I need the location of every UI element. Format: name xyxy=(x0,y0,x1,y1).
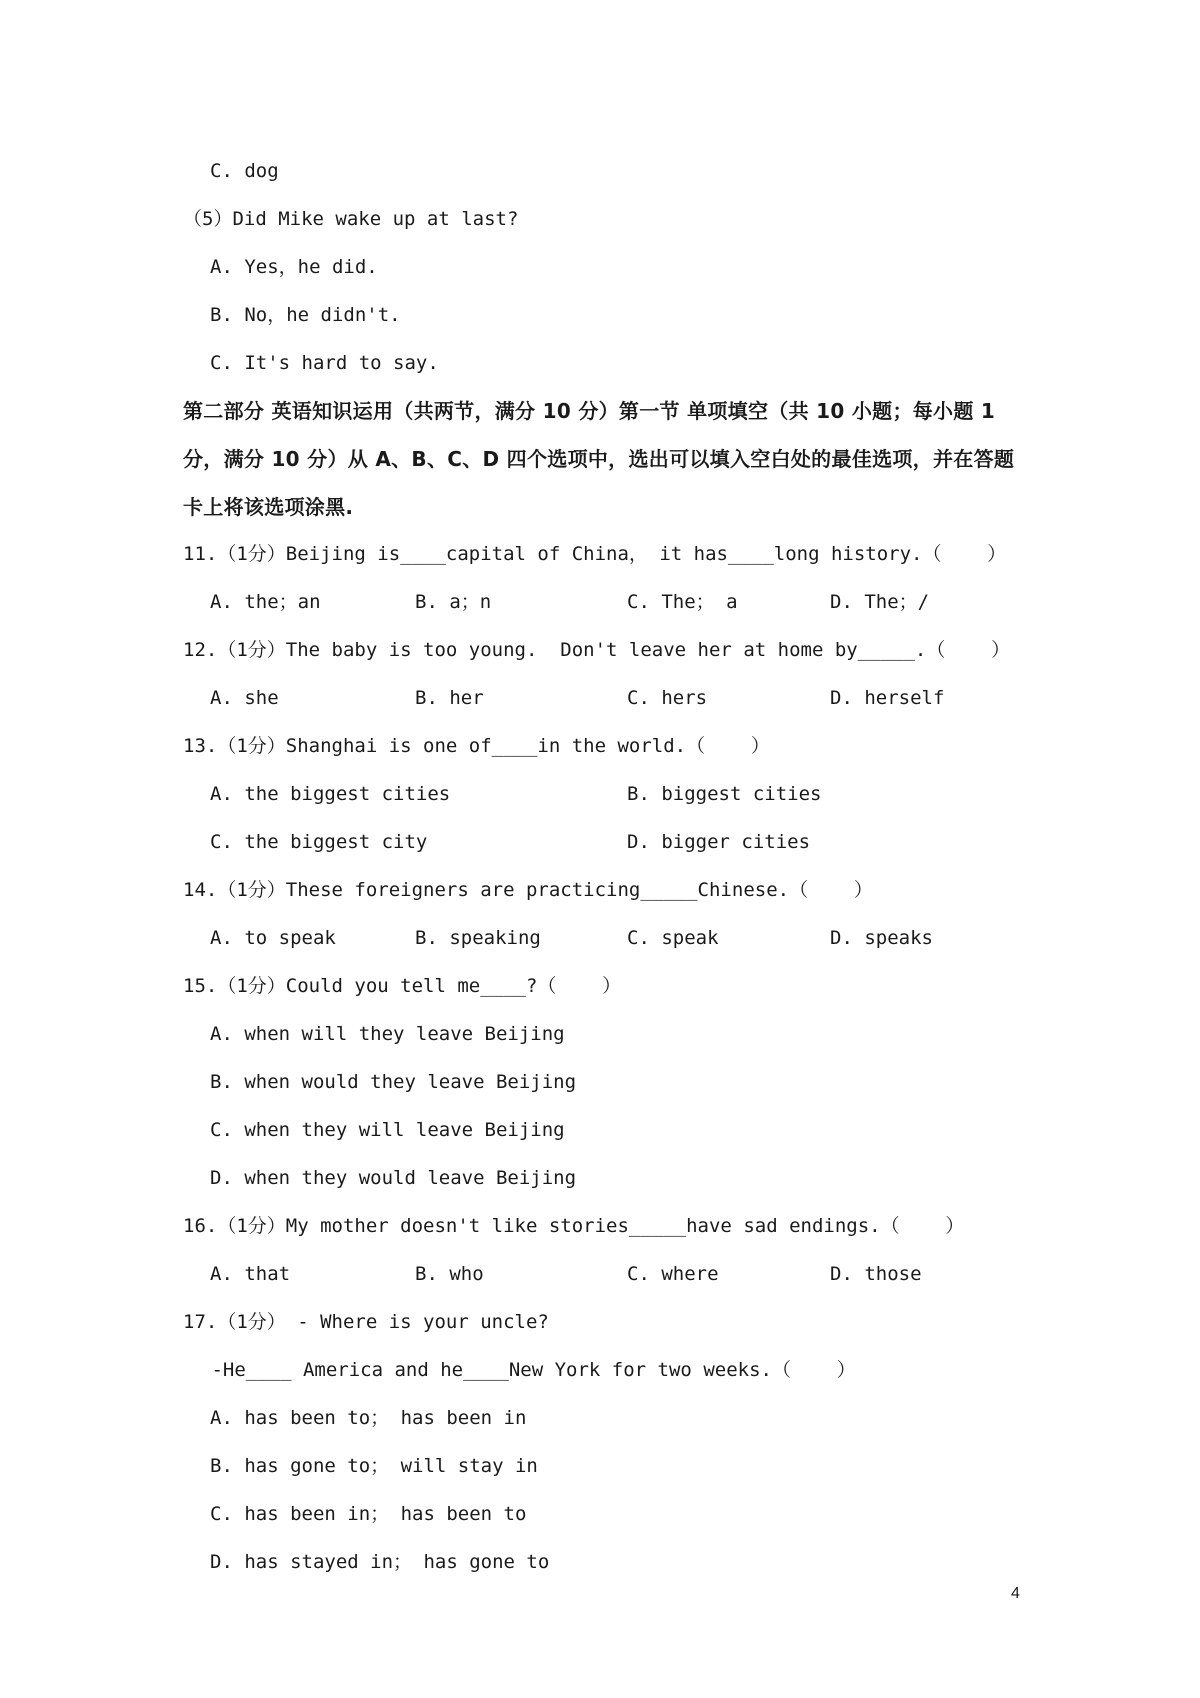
question-14-option-a: A. to speak xyxy=(210,927,336,949)
question-15-option-c: C. when they will leave Beijing xyxy=(210,1119,565,1141)
question-16-stem: 16.（1分）My mother doesn't like stories_____have sad endings.（ ） xyxy=(183,1215,965,1237)
question-5-option-b: B. No，he didn't. xyxy=(210,304,401,326)
question-13-options-row1 xyxy=(0,781,1200,807)
question-12-stem: 12.（1分）The baby is too young. Don't leave her at home by_____.（ ） xyxy=(183,639,1011,661)
question-13-options-row2 xyxy=(0,829,1200,855)
question-14-option-c: C. speak xyxy=(627,927,719,949)
question-11-option-a: A. the；an xyxy=(210,591,321,613)
question-13-option-d: D. bigger cities xyxy=(627,831,811,853)
question-11-options xyxy=(0,589,1200,615)
question-15-option-a: A. when will they leave Beijing xyxy=(210,1023,565,1045)
question-5-stem: （5）Did Mike wake up at last? xyxy=(183,208,519,230)
question-17-option-d: D. has stayed in； has gone to xyxy=(210,1551,550,1573)
page-number: 4 xyxy=(1011,1585,1020,1602)
question-15-option-b: B. when would they leave Beijing xyxy=(210,1071,577,1093)
question-11-option-d: D. The；/ xyxy=(830,591,930,613)
question-13-stem: 13.（1分）Shanghai is one of____in the world.（ ） xyxy=(183,735,770,757)
question-17-option-b: B. has gone to； will stay in xyxy=(210,1455,538,1477)
question-13-option-b: B. biggest cities xyxy=(627,783,822,805)
question-11-option-b: B. a；n xyxy=(415,591,492,613)
question-14-option-d: D. speaks xyxy=(830,927,933,949)
question-14-stem: 14.（1分）These foreigners are practicing_____Chinese.（ ） xyxy=(183,879,873,901)
question-17-stem-reply: -He____ America and he____New York for two weeks.（ ） xyxy=(200,1359,856,1381)
question-14-options xyxy=(0,925,1200,951)
section-heading: 第二部分 英语知识运用（共两节，满分 10 分）第一节 单项填空（共 10 小题；每小题 1 分，满分 10 分）从 A、B、C、D 四个选项中，选出可以填入空白处的最佳选项，并在答题卡上将该选项涂黑. xyxy=(183,399,1015,519)
question-16-option-a: A. that xyxy=(210,1263,291,1285)
question-5-option-c: C. It's hard to say. xyxy=(210,352,439,374)
question-12-option-a: A. she xyxy=(210,687,279,709)
question-11-option-c: C. The； a xyxy=(627,591,738,613)
question-17-stem: 17.（1分） - Where is your uncle? xyxy=(183,1311,549,1333)
question-12-option-b: B. her xyxy=(415,687,484,709)
question-12-option-d: D. herself xyxy=(830,687,945,709)
question-15-option-d: D. when they would leave Beijing xyxy=(210,1167,577,1189)
question-16-options xyxy=(0,1261,1200,1287)
question-16-option-d: D. those xyxy=(830,1263,922,1285)
question-12-options xyxy=(0,685,1200,711)
question-12-option-c: C. hers xyxy=(627,687,708,709)
question-5-option-a: A. Yes，he did. xyxy=(210,256,378,278)
question-16-option-b: B. who xyxy=(415,1263,484,1285)
question-14-option-b: B. speaking xyxy=(415,927,541,949)
question-15-stem: 15.（1分）Could you tell me____?（ ） xyxy=(183,975,622,997)
question-13-option-c: C. the biggest city xyxy=(210,831,428,853)
option-c-dog: C. dog xyxy=(210,160,279,182)
question-11-stem: 11.（1分）Beijing is____capital of China， it has____long history.（ ） xyxy=(183,543,1007,565)
question-13-option-a: A. the biggest cities xyxy=(210,783,451,805)
question-16-option-c: C. where xyxy=(627,1263,719,1285)
question-17-option-a: A. has been to； has been in xyxy=(210,1407,527,1429)
question-17-option-c: C. has been in； has been to xyxy=(210,1503,527,1525)
